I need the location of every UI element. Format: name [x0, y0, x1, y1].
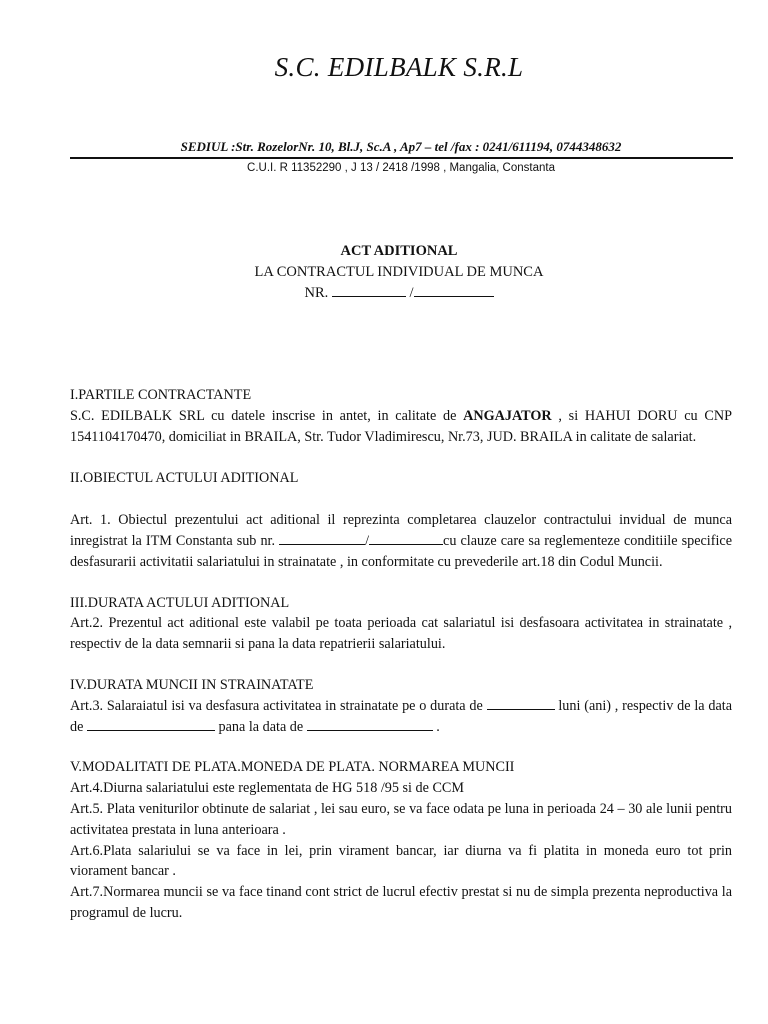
document-body — [70, 385, 732, 924]
start-date-blank — [87, 718, 215, 731]
number-separator: / — [405, 285, 414, 301]
article-3-text-a: Art.3. Salaraiatul isi va desfasura activitatea in strainatate pe o durata de — [70, 697, 487, 714]
article-2: Art.2. Prezentul act aditional este valabil pe toata perioada cat salariatul isi desfasoara activitatea in strainatate , respectiv de la data semnarii si pana la data repatrierii salariatului. — [70, 615, 732, 653]
company-registration: C.U.I. R 11352290 , J 13 / 2418 /1998 , Mangalia, Constanta — [247, 162, 555, 174]
parties-text-b: , si HAHUI DORU cu CNP 1541104170470, domiciliat in BRAILA, Str. Tudor Vladimirescu, Nr.73, JUD. BRAILA in calitate de salariat. — [70, 407, 732, 445]
section-heading: I.PARTILE CONTRACTANTE — [70, 387, 252, 403]
company-name: S.C. EDILBALK S.R.L — [274, 52, 524, 82]
number-label: NR. — [304, 285, 332, 301]
section-heading: III.DURATA ACTULUI ADITIONAL — [70, 594, 290, 611]
article-1-text-a: Art. 1. Obiectul prezentului act aditional il reprezinta completarea clauzelor contractului invidual de munca inregistrat la ITM Constanta sub nr. — [70, 512, 732, 549]
article-3-text-b: luni (ani) , respectiv de la data de — [70, 697, 732, 735]
article-1-text-b: cu clauze care sa reglementeze conditiile specifice desfasurarii activitatii salariatului in strainatate , in conformitate cu prevederile art.18 din Codul Muncii. — [70, 532, 732, 570]
registration-date-blank — [369, 532, 443, 545]
document-number-line — [0, 283, 768, 304]
article-3-text-d: . — [432, 718, 440, 735]
document-title: ACT ADITIONAL — [340, 243, 458, 259]
section-heading: V.MODALITATI DE PLATA.MONEDA DE PLATA. NORMAREA MUNCII — [70, 759, 515, 776]
article-7: Art.7.Normarea muncii se va face tinand cont strict de lucrul efectiv prestat si nu de simpla prezenta neproductiva la programul de lucru. — [70, 884, 732, 921]
registration-number-blank — [279, 532, 365, 545]
section-heading: II.OBIECTUL ACTULUI ADITIONAL — [70, 470, 299, 487]
parties-paragraph — [70, 406, 732, 448]
article-3-text-c: pana la data de — [214, 718, 307, 735]
header-divider — [70, 157, 733, 159]
article-5: Art.5. Plata veniturilor obtinute de salariat , lei sau euro, se va face odata pe luna in perioada 24 – 30 ale lunii pentru activitatea prestata in luna anterioara . — [70, 800, 732, 838]
number-blank — [332, 284, 406, 297]
end-date-blank — [307, 718, 433, 731]
article-1-separator: / — [365, 532, 370, 549]
company-address: SEDIUL :Str. RozelorNr. 10, Bl.J, Sc.A , Ap7 – tel /fax : 0241/611194, 0744348632 — [180, 139, 622, 154]
article-1 — [70, 510, 732, 572]
article-6: Art.6.Plata salariului se va face in lei, prin virament bancar, iar diurna va fi platita in moneda euro tot prin viorament bancar . — [70, 842, 732, 880]
document-subtitle: LA CONTRACTUL INDIVIDUAL DE MUNCA — [254, 264, 544, 280]
section-heading: IV.DURATA MUNCII IN STRAINATATE — [70, 676, 314, 693]
employer-label: ANGAJATOR — [463, 407, 552, 424]
article-4: Art.4.Diurna salariatului este reglementata de HG 518 /95 si de CCM — [70, 780, 465, 797]
date-blank — [414, 284, 494, 297]
document-title-block — [0, 241, 768, 304]
article-3 — [70, 696, 732, 738]
duration-blank — [487, 697, 555, 710]
parties-text-a: S.C. EDILBALK SRL cu datele inscrise in antet, in calitate de — [70, 407, 464, 424]
